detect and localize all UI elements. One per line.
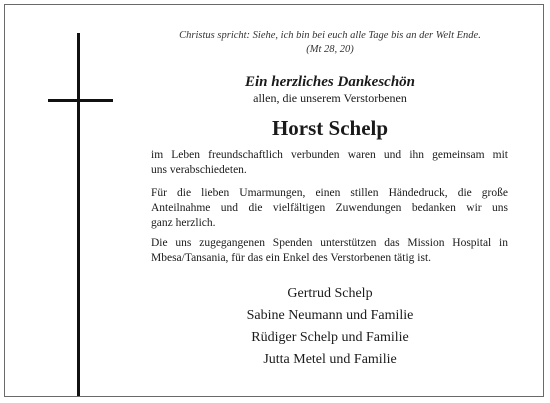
- paragraph-line: im Leben freundschaftlich verbunden waren und ihn gemeinsam mit: [151, 149, 508, 161]
- paragraph-line: Die uns zugegangenen Spenden unterstützen das Mission Hospital in: [151, 237, 508, 249]
- paragraph-donations: [151, 236, 508, 266]
- paragraph-line: Anteilnahme und die vielfältigen Zuwendungen bedanken wir uns: [151, 202, 508, 214]
- signer-name: Sabine Neumann und Familie: [246, 308, 414, 323]
- cross-vertical-bar: [77, 33, 80, 396]
- signer-name: Gertrud Schelp: [287, 286, 373, 301]
- signer-name: Jutta Metel und Familie: [263, 352, 397, 367]
- thanks-title: Ein herzliches Dankeschön: [244, 74, 416, 90]
- signer-name: Rüdiger Schelp und Familie: [251, 330, 409, 345]
- cross-horizontal-bar: [48, 99, 113, 102]
- paragraph-condolences: [151, 148, 508, 178]
- thanks-subtitle: allen, die unserem Verstorbenen: [253, 91, 407, 105]
- quote-text: Christus spricht: Siehe, ich bin bei euch alle Tage bis an der Welt Ende.: [179, 30, 481, 41]
- paragraph-gratitude: [151, 186, 508, 231]
- quote-reference: (Mt 28, 20): [306, 44, 354, 55]
- bible-quote: [150, 29, 510, 57]
- paragraph-line: ganz herzlich.: [151, 217, 216, 229]
- paragraph-line: uns verabschiedeten.: [151, 164, 247, 176]
- paragraph-line: Für die lieben Umarmungen, einen stillen Händedruck, die große: [151, 187, 508, 199]
- paragraph-line: Mbesa/Tansania, für das ein Enkel des Verstorbenen tätig ist.: [151, 252, 432, 264]
- signers-list: [150, 285, 510, 373]
- deceased-name: Horst Schelp: [271, 116, 389, 140]
